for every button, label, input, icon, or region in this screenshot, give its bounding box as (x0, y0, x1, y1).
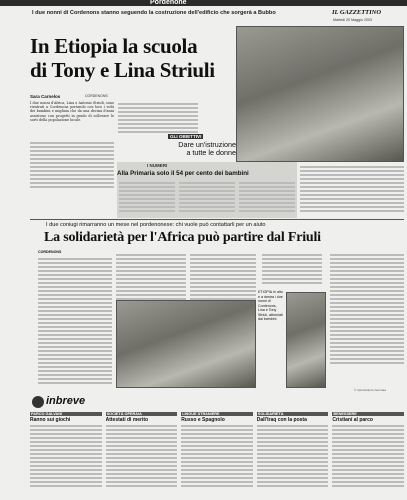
numbers-box (117, 162, 297, 218)
inbreve-item-title: Dall'Iraq con la posta (256, 417, 307, 423)
kicker: I due nonni di Cordenons stanno seguendo la costruzione dell'edificio che sorgerà a Bubbo (32, 10, 276, 16)
headline-line1: In Etiopia la scuola (30, 34, 198, 58)
inbreve-item (181, 412, 253, 498)
objectives-text (170, 141, 236, 157)
article2-col5 (330, 252, 404, 388)
inbreve-title: inbreve (46, 395, 86, 407)
inbreve-cat: LINGUE STRANIERE (181, 412, 253, 416)
section-bar (0, 0, 407, 6)
article2-col2 (116, 252, 186, 302)
headline (30, 34, 230, 82)
article2-col4 (262, 252, 322, 288)
inbreve-item (332, 412, 404, 498)
inbreve-cat: BENESSERE (332, 412, 404, 416)
construction-photo (236, 26, 404, 162)
author: Sara Carnelos (30, 94, 61, 99)
numbers-text: Alla Primaria solo il 54 per cento dei bambini (117, 170, 249, 177)
section-label: Pordenone (150, 0, 187, 6)
inbreve-columns (30, 412, 404, 498)
headline-line2: di Tony e Lina Striuli (30, 58, 215, 82)
inbreve-item (30, 412, 102, 498)
inbreve-cat: SOLIDARIETÀ (257, 412, 329, 416)
inbreve-cat: SOCIETÀ OPERAIA (106, 412, 178, 416)
children-photo (116, 300, 256, 388)
article2-col3 (190, 252, 256, 302)
inbreve-item-title: Russo e Spagnolo (181, 417, 225, 423)
date-line: Martedì 20 Maggio 2003 (333, 18, 372, 22)
article-body-col1 (30, 140, 114, 210)
inbreve-cat: PARCO GALVANI (30, 412, 102, 416)
dateline: CORDENONS (85, 94, 108, 98)
article-lead: I due nonni d'Africa, Lina e Antonio Striuli, sono rientrati a Cordenons portando con loro i volti dei bambini e migliaia che da una decina d'anni assistono con progetti in grado di sollevare le sorti della popolazione locale. (30, 101, 114, 122)
inbreve-item (257, 412, 329, 498)
inbreve-item-title: Ranno sui giochi (30, 417, 71, 423)
article-body-col-right (300, 164, 404, 214)
objectives-line2: a tutte le donne (186, 148, 236, 157)
inbreve-item-title: Attestati di merito (105, 417, 149, 423)
inbreve-item-title: Cristiani al parco (332, 417, 373, 423)
photo-caption: ETIOPIA In alto e a destra i due nonni di Cordenons, Lina e Tony Striuli, attorniati dai bambini (258, 290, 283, 321)
credit: © riproduzione riservata (354, 388, 386, 392)
divider-1 (30, 219, 404, 220)
newspaper-name: IL GAZZETTINO (332, 9, 382, 16)
inbreve-item (106, 412, 178, 498)
article2-dateline: CORDENONS (38, 250, 62, 254)
inbreve-dot-icon (32, 396, 44, 408)
article2-kicker: I due coniugi rimarranno un mese nel pordenonese: chi vuole può contattarli per un aiuto (46, 222, 266, 228)
article2-headline: La solidarietà per l'Africa può partire dal Friuli (44, 230, 321, 245)
objectives-line1: Dare un'istruzione (178, 140, 236, 149)
inbreve-header (30, 395, 404, 409)
numbers-label: I NUMERI (147, 163, 168, 168)
article2-col1 (38, 256, 112, 388)
nonni-photo (286, 292, 326, 388)
objectives-label: GLI OBIETTIVI (170, 134, 202, 139)
